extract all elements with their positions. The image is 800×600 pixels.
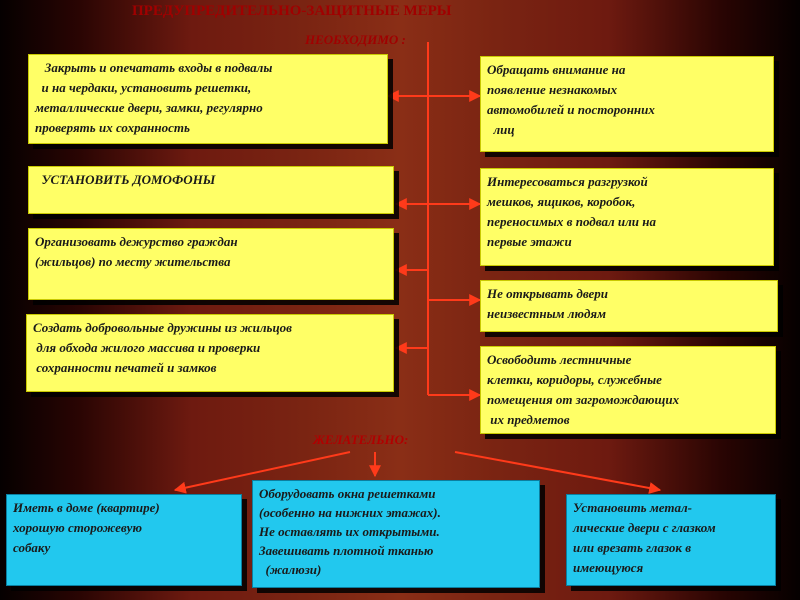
box-line: собаку [13, 540, 51, 555]
measure-box-stairwells [480, 346, 776, 434]
box-line: сохранности печатей и замков [33, 360, 217, 375]
box-line: Установить метал- [573, 500, 692, 515]
measure-box-unloading [480, 168, 774, 266]
box-line: (особенно на нижних этажах). [259, 505, 441, 520]
box-line: проверять их сохранность [35, 120, 190, 135]
box-line: Интересоваться разгрузкой [487, 174, 648, 189]
box-line: лические двери с глазком [573, 520, 716, 535]
measure-box-seal-entrances [28, 54, 388, 144]
box-line: (жильцов) по месту жительства [35, 254, 231, 269]
box-line: хорошую сторожевую [13, 520, 142, 535]
measure-box-doors [480, 280, 778, 332]
box-line: или врезать глазок в [573, 540, 692, 555]
box-line: металлические двери, замки, регулярно [35, 100, 263, 115]
box-line: имеющуюся [573, 560, 644, 575]
box-line: помещения от загромождающих [487, 392, 680, 407]
measure-box-watch-strangers [480, 56, 774, 152]
box-line: для обхода жилого массива и проверки [33, 340, 261, 355]
box-line: первые этажи [487, 234, 572, 249]
box-line: и на чердаки, установить решетки, [35, 80, 252, 95]
box-line: Оборудовать окна решетками [259, 486, 436, 501]
box-line: Иметь в доме (квартире) [13, 500, 160, 515]
box-line: Завешивать плотной тканью [259, 543, 434, 558]
box-line: автомобилей и посторонних [487, 102, 655, 117]
desirable-box-dog [6, 494, 242, 586]
box-line: Закрыть и опечатать входы в подвалы [35, 60, 273, 75]
box-line: их предметов [487, 412, 570, 427]
box-line: УСТАНОВИТЬ ДОМОФОНЫ [35, 172, 216, 187]
box-line: Обращать внимание на [487, 62, 626, 77]
box-line: переносимых в подвал или на [487, 214, 656, 229]
desirable-label: ЖЕЛАТЕЛЬНО: [313, 432, 409, 447]
box-line: неизвестным людям [487, 306, 607, 321]
box-line: лиц [487, 122, 515, 137]
box-line: Организовать дежурство граждан [35, 234, 238, 249]
box-line: мешков, ящиков, коробок, [487, 194, 636, 209]
box-line: Создать добровольные дружины из жильцов [33, 320, 292, 335]
desirable-box-metal-doors [566, 494, 776, 586]
box-line: Не оставлять их открытыми. [259, 524, 440, 539]
box-line: Не открывать двери [487, 286, 608, 301]
page-title: ПРЕДУПРЕДИТЕЛЬНО-ЗАЩИТНЫЕ МЕРЫ [132, 3, 452, 19]
desirable-box-windows [252, 480, 540, 588]
box-line: (жалюзи) [259, 562, 322, 577]
box-line: Освободить лестничные [487, 352, 632, 367]
box-line: появление незнакомых [487, 82, 618, 97]
necessary-label: НЕОБХОДИМО : [305, 32, 406, 47]
measure-box-patrols [26, 314, 394, 392]
measure-box-intercoms [28, 166, 394, 214]
box-line: клетки, коридоры, служебные [487, 372, 662, 387]
measure-box-duty [28, 228, 394, 300]
